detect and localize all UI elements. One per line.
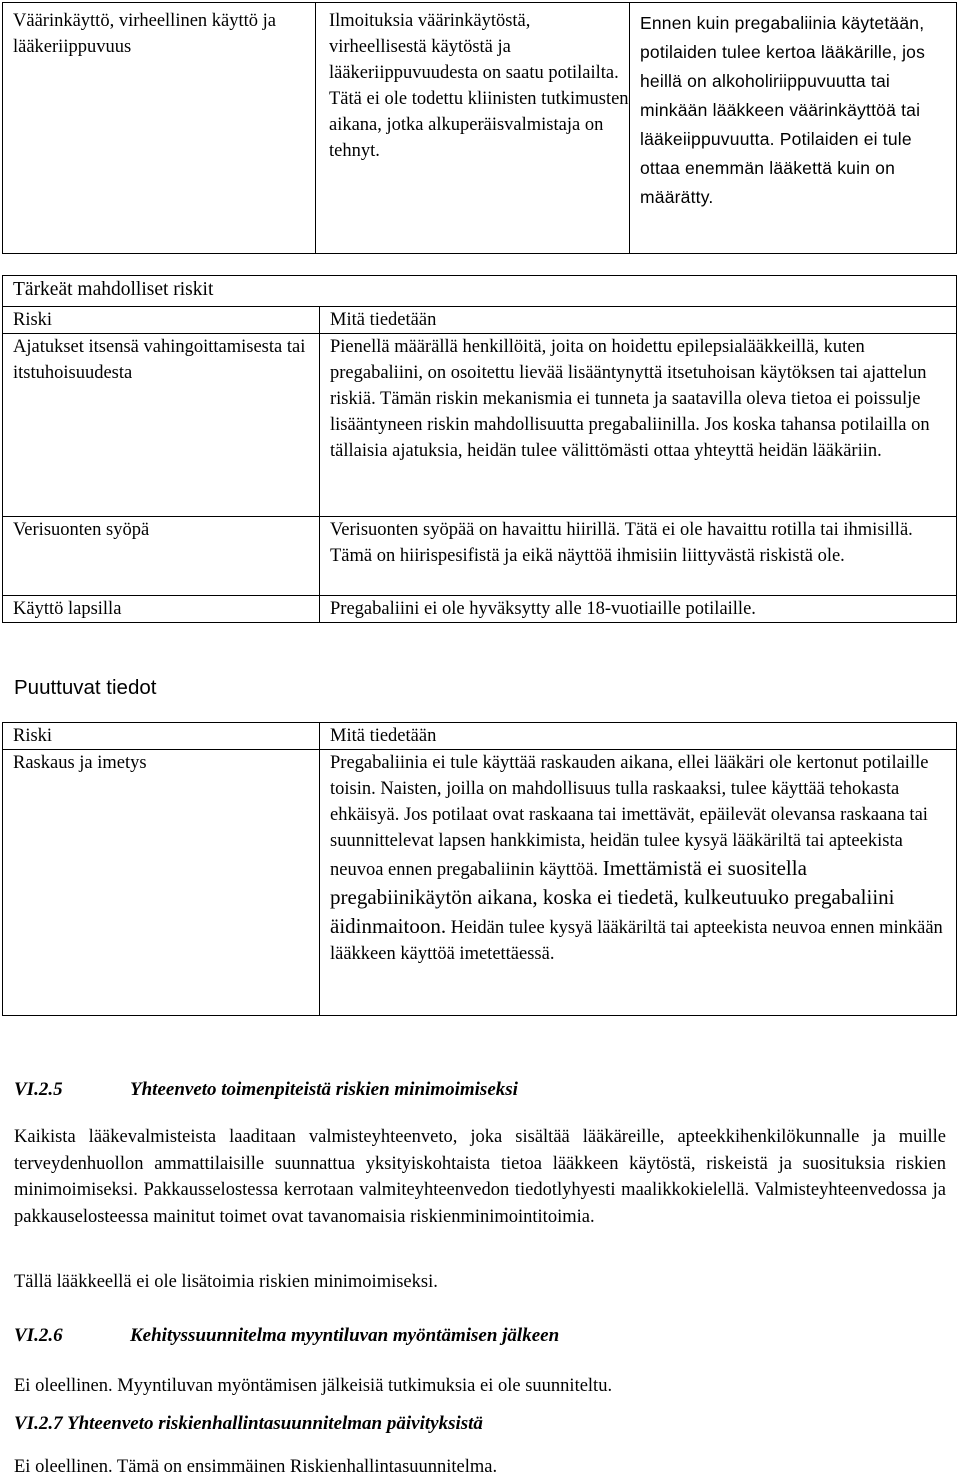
risk-cell: Käyttö lapsilla	[3, 596, 320, 623]
known-cell: Pienellä määrällä henkillöitä, joita on hoidettu epilepsialääkkeillä, kuten pregabaliini, on osoitettu lievää lisääntynyttä itsetuhoisan käytöksen tai ajattelun riskiä. Tämän riskin mekanismia ei tunneta ja saatavilla oleva tietoa ei poissulje lisääntyneen riskin mahdollisuutta pregabaliinilla. Jos koska tahansa potilailla on tällaisia ajatuksia, heidän tulee välittömästi ottaa yhteyttä heidän lääkäriin.	[320, 334, 957, 517]
section-title: Kehityssuunnitelma myyntiluvan myöntämisen jälkeen	[130, 1325, 560, 1346]
section-paragraph: Ei oleellinen. Tämä on ensimmäinen Riskienhallintasuunnitelma.	[14, 1457, 498, 1477]
header-risk: Riski	[3, 723, 320, 750]
abuse-risk-table	[2, 2, 957, 254]
section-paragraph: Ei oleellinen. Myyntiluvan myöntämisen jälkeisiä tutkimuksia ei ole suunniteltu.	[14, 1376, 613, 1396]
abuse-risk-name: Väärinkäyttö, virheellinen käyttö ja lääkeriippuvuus	[3, 3, 316, 254]
header-risk: Riski	[3, 307, 320, 334]
section-number: VI.2.5	[14, 1079, 63, 1100]
table-row	[3, 596, 957, 623]
section-title: Yhteenveto toimenpiteistä riskien minimoimiseksi	[130, 1079, 518, 1100]
section-paragraph: Kaikista lääkevalmisteista laaditaan valmisteyhteenveto, joka sisältää lääkäreille, apteekkihenkilökunnalle ja muille terveydenhuollon ammattilaisille suunnattua yksityiskohtaista tietoa lääkkeen käytöstä, riskeistä ja suosituksia riskien minimoimiseksi. Pakkausselostessa kerrotaan valmiteyhteenvedon tiedotlyhyesti maalikkokielellä. Valmisteyhteenvedossa ja pakkauselosteessa mainitut toimet ovat tavanomaisia riskienminimointitoimia.	[14, 1127, 946, 1227]
section-paragraph: Tällä lääkkeellä ei ole lisätoimia riskien minimoimiseksi.	[14, 1272, 438, 1292]
table-row	[3, 517, 957, 596]
abuse-risk-row	[3, 3, 957, 254]
section-heading: VI.2.7 Yhteenveto riskienhallintasuunnitelman päivityksistä	[14, 1413, 483, 1434]
abuse-risk-known: Ilmoituksia väärinkäytöstä, virheellisestä käytöstä ja lääkeriippuvuudesta on saatu potilailta. Tätä ei ole todettu kliinisten tutkimusten aikana, jotka alkuperäisvalmistaja on tehnyt.	[316, 3, 630, 254]
header-known: Mitä tiedetään	[320, 723, 957, 750]
missing-info-table	[2, 722, 957, 1016]
risk-cell: Verisuonten syöpä	[3, 517, 320, 596]
table-row	[3, 750, 957, 1016]
risk-cell: Raskaus ja imetys	[3, 750, 320, 1016]
known-cell: Pregabaliinia ei tule käyttää raskauden aikana, ellei lääkäri ole kertonut potilaille toisin. Naisten, joilla on mahdollisuus tulla raskaaksi, tulee käyttää tehokasta ehkäisyä. Jos potilaat ovat raskaana tai imettävät, epäilevät olevansa raskaana tai suunnittelevat lapsen hankkimista, heidän tulee kysyä lääkäriltä tai apteekista neuvoa ennen pregabaliinin käyttöä. Imettämistä ei suositella pregabiinikäytön aikana, koska ei tiedetä, kulkeutuuko pregabaliini äidinmaitoon. Heidän tulee kysyä lääkäriltä tai apteekista neuvoa ennen minkään lääkkeen käyttöä imetettäessä.	[320, 750, 957, 1016]
important-risks-table	[2, 275, 957, 623]
table-row	[3, 334, 957, 517]
important-risks-title: Tärkeät mahdolliset riskit	[3, 276, 957, 307]
missing-info-title: Puuttuvat tiedot	[14, 676, 157, 699]
abuse-risk-prevention: Ennen kuin pregabaliinia käytetään, potilaiden tulee kertoa lääkärille, jos heillä on alkoholiriippuvuutta tai minkään lääkkeen väärinkäyttöä tai lääkeiippuvuutta. Potilaiden ei tule ottaa enemmän lääkettä kuin on määrätty.	[630, 3, 957, 254]
known-cell: Verisuonten syöpää on havaittu hiirillä. Tätä ei ole havaittu rotilla tai ihmisillä. Tämä on hiirispesifistä ja eikä näyttöä ihmisiin liittyvästä riskistä ole.	[320, 517, 957, 596]
header-known: Mitä tiedetään	[320, 307, 957, 334]
known-cell: Pregabaliini ei ole hyväksytty alle 18-vuotiaille potilaille.	[320, 596, 957, 623]
section-number: VI.2.6	[14, 1325, 63, 1346]
risk-cell: Ajatukset itsensä vahingoittamisesta tai itstuhoisuudesta	[3, 334, 320, 517]
